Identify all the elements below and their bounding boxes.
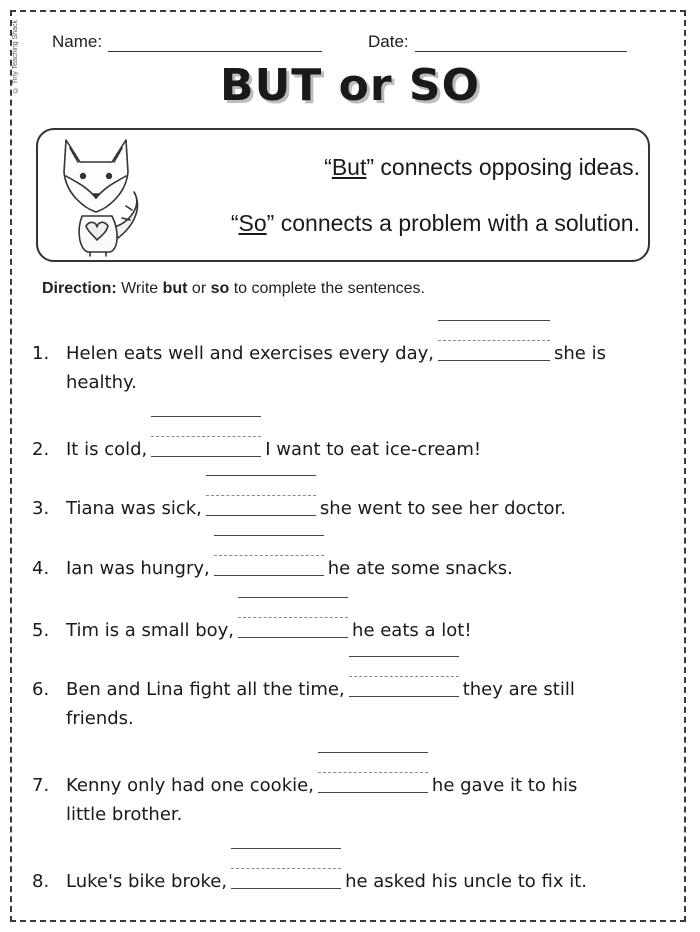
sentence-3: [32, 497, 566, 519]
direction-post: to complete the sentences.: [229, 280, 425, 297]
date-field[interactable]: [415, 33, 627, 52]
sentence-number: 4.: [32, 558, 50, 579]
answer-blank[interactable]: [231, 870, 341, 892]
sentence-before: Helen eats well and exercises every day,: [66, 343, 434, 364]
sentence-before: Ian was hungry,: [66, 558, 210, 579]
name-row: [52, 32, 322, 52]
but-keyword: But: [331, 154, 367, 180]
sentence-after: he eats a lot!: [352, 620, 472, 641]
sentence-before: Luke's bike broke,: [66, 871, 228, 892]
answer-blank[interactable]: [349, 678, 459, 700]
sentence-number: 3.: [32, 498, 50, 519]
sentence-before: It is cold,: [66, 439, 148, 460]
date-label: Date:: [368, 32, 409, 51]
sentence-after: she is: [553, 343, 606, 364]
sentence-2: [32, 438, 481, 460]
direction-mid: or: [187, 280, 211, 297]
direction-label: Direction:: [42, 280, 117, 297]
fox-illustration-icon: [46, 132, 146, 260]
sentence-before: Ben and Lina fight all the time,: [66, 679, 345, 700]
sentence-7: [32, 774, 578, 825]
direction-text: [42, 280, 425, 298]
sentence-after: he ate some snacks.: [327, 558, 513, 579]
sentence-1: [32, 342, 606, 393]
sentence-after: they are still: [462, 679, 575, 700]
sentence-after: she went to see her doctor.: [319, 498, 566, 519]
date-row: [368, 32, 627, 52]
sentence-after: he asked his uncle to fix it.: [345, 871, 587, 892]
sentence-8: [32, 870, 587, 892]
answer-blank[interactable]: [206, 497, 316, 519]
sentence-continuation: healthy.: [66, 372, 137, 393]
sentence-6: [32, 678, 575, 729]
so-rule-text: connects a problem with a solution.: [274, 210, 640, 236]
sentence-continuation: friends.: [66, 708, 134, 729]
rules-box: [36, 128, 650, 262]
worksheet-title: BUT or SO: [220, 60, 480, 111]
sentence-number: 8.: [32, 871, 50, 892]
direction-pre: Write: [116, 280, 163, 297]
answer-blank[interactable]: [151, 438, 261, 460]
sentence-continuation: little brother.: [66, 804, 183, 825]
copyright-text: © Tiny Teaching Shack: [12, 20, 19, 94]
answer-blank[interactable]: [318, 774, 428, 796]
answer-blank[interactable]: [214, 557, 324, 579]
direction-word-but: but: [162, 280, 188, 297]
rule-so: “So” connects a problem with a solution.: [230, 210, 640, 236]
direction-word-so: so: [210, 280, 230, 297]
name-field[interactable]: [108, 33, 322, 52]
answer-blank[interactable]: [438, 342, 550, 364]
sentence-after: I want to eat ice-cream!: [265, 439, 482, 460]
sentence-number: 6.: [32, 679, 50, 700]
sentence-number: 5.: [32, 620, 50, 641]
sentence-before: Tiana was sick,: [66, 498, 202, 519]
but-rule-text: connects opposing ideas.: [374, 154, 640, 180]
so-keyword: So: [238, 210, 267, 236]
sentence-number: 7.: [32, 775, 50, 796]
sentence-number: 1.: [32, 343, 50, 364]
sentence-after: he gave it to his: [431, 775, 578, 796]
sentence-number: 2.: [32, 439, 50, 460]
rule-but: “But” connects opposing ideas.: [324, 154, 640, 180]
sentence-before: Kenny only had one cookie,: [66, 775, 314, 796]
sentence-5: [32, 619, 472, 641]
answer-blank[interactable]: [238, 619, 348, 641]
sentence-4: [32, 557, 513, 579]
sentence-before: Tim is a small boy,: [66, 620, 235, 641]
name-label: Name:: [52, 32, 103, 51]
